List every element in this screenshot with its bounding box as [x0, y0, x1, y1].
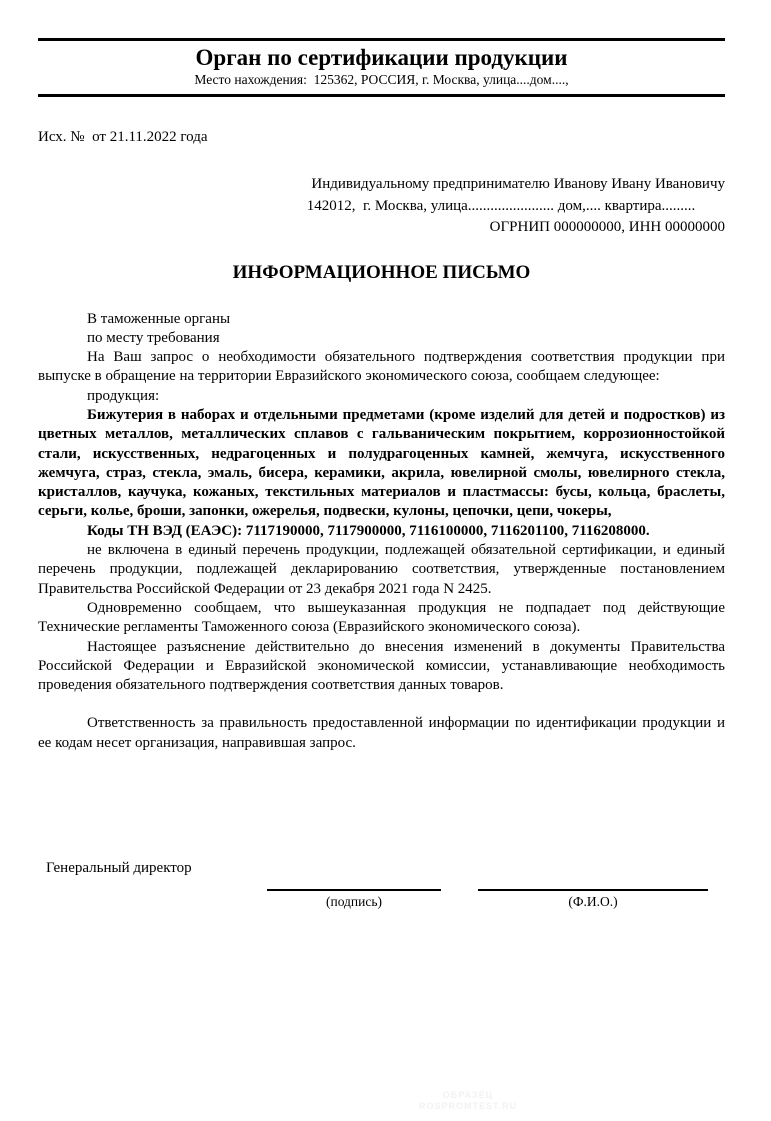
addressee-name-line: Индивидуальному предпринимателю Иванову Ивану Ивановичу — [311, 176, 725, 192]
signature-block-sign — [267, 889, 441, 910]
paragraph-customs-line1: В таможенные органы — [87, 310, 231, 327]
paragraph-simultaneously: Одновременно сообщаем, что вышеуказанная продукция не подпадает под действующие Технические регламенты Таможенного союза (Евразийского экономического союза). — [38, 599, 725, 636]
signer-position: Генеральный директор — [46, 860, 192, 877]
paragraph-product-description: Бижутерия в наборах и отдельными предметами (кроме изделий для детей и подростков) из цветных металлов, металлических сплавов с гальваническим покрытием, коррозионностойкой стали, искусственных, недрагоценных и полудрагоценных камней, жемчуга, искусственного жемчуга, страз, стекла, эмаль, бисера, керамики, акрила, ювелирной смолы, ювелирного стекла, кристаллов, каучука, кожаных, текстильных материалов и пластмассы: бусы, кольца, браслеты, серьги, колье, броши, запонки, ожерелья, подвески, кулоны, цепочки, цепи, чокеры, — [38, 406, 725, 520]
document-content — [0, 38, 771, 910]
header-rule-top — [38, 38, 725, 41]
watermark-line2: ROSPROMTEST.RU — [418, 1101, 517, 1111]
signature-block-name — [478, 889, 708, 910]
paragraph-intro: На Ваш запрос о необходимости обязательного подтверждения соответствия продукции при выпуске в обращение на территории Евразийского экономического союза, сообщаем следующее: — [38, 349, 725, 385]
signature-row — [38, 889, 725, 910]
document-title: ИНФОРМАЦИОННОЕ ПИСЬМО — [232, 261, 531, 283]
site-watermark — [398, 1090, 538, 1112]
outgoing-ref-line: Исх. № от 21.11.2022 года — [38, 129, 208, 145]
addressee-registration-line: ОГРНИП 000000000, ИНН 00000000 — [489, 219, 725, 235]
addressee-address-line: 142012, г. Москва, улица....................... дом,.... квартира......... — [306, 197, 696, 214]
header-rule-bottom — [38, 94, 725, 97]
signature-line-name — [478, 889, 708, 891]
signature-area — [38, 859, 725, 910]
paragraph-validity: Настоящее разъяснение действительно до внесения изменений в документы Правительства Российской Федерации и Евразийской экономической комиссии, устанавливающие необходимость проведения обязательного подтверждения соответствия данных товаров. — [38, 638, 725, 694]
org-location-line: Место нахождения: 125362, РОССИЯ, г. Москва, улица....дом...., — [194, 72, 569, 87]
paragraph-customs-line2: по месту требования — [87, 329, 220, 346]
watermark-line1: ОБРАЗЕЦ — [442, 1090, 494, 1100]
org-title: Орган по сертификации продукции — [195, 45, 568, 70]
paragraph-product-label: продукция: — [87, 387, 160, 404]
paragraph-tn-ved-codes: Коды ТН ВЭД (ЕАЭС): 7117190000, 7117900000, 7116100000, 7116201100, 7116208000. — [87, 522, 650, 539]
signature-label-name: (Ф.И.О.) — [568, 894, 618, 910]
addressee-block — [277, 174, 725, 239]
letter-body — [38, 310, 725, 754]
signature-line-sign — [267, 889, 441, 891]
paragraph-responsibility: Ответственность за правильность предоставленной информации по идентификации продукции и ее кодам несет организация, направившая запрос. — [38, 715, 725, 751]
paragraph-not-included: не включена в единый перечень продукции, подлежащей обязательной сертификации, и единый перечень продукции, подлежащей декларированию соответствия, утвержденные постановлением Правительства Российской Федерации от 23 декабря 2021 года N 2425. — [38, 542, 725, 597]
signature-label-sign: (подпись) — [325, 894, 383, 910]
